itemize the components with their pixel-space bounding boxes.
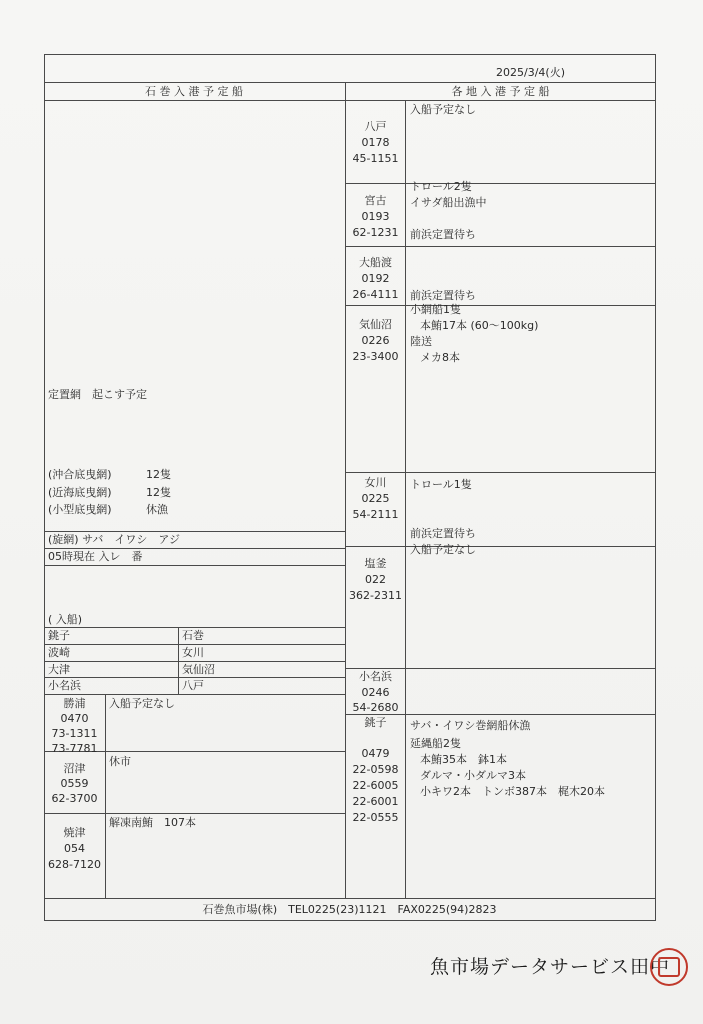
port-note: トロール1隻 [410, 478, 472, 491]
grid-line [44, 548, 345, 549]
port-note: イサダ船出漁中 [410, 196, 487, 209]
grid-line [345, 246, 655, 247]
frame-line [405, 100, 406, 898]
grid-line [345, 714, 655, 715]
trawl-name: (小型底曳網) [48, 503, 112, 516]
trawl-value: 休漁 [146, 503, 168, 516]
port-note: トロール2隻 [410, 180, 472, 193]
frame-line [44, 898, 656, 899]
grid-line [44, 813, 345, 814]
inbound-port: 大津 [48, 663, 70, 676]
grid-line [44, 565, 345, 566]
port-note: 本鮪17本 (60～100kg) [420, 319, 539, 332]
inbound-port: 石巻 [182, 629, 204, 642]
port-tel: 26-4111 [352, 288, 399, 301]
port-tel: 62-1231 [352, 226, 399, 239]
trawl-name: (沖合底曳網) [48, 468, 112, 481]
right-header: 各 地 入 港 予 定 船 [451, 85, 550, 98]
port-tel: 54-2680 [352, 701, 399, 714]
port-name: 八戸 [364, 120, 387, 133]
port-code: 0178 [361, 136, 390, 149]
port-note: ダルマ・小ダルマ3本 [420, 769, 526, 782]
port-tel: 22-6001 [352, 795, 399, 808]
current-status: 05時現在 入レ 番 [48, 550, 143, 563]
port-tel: 22-6005 [352, 779, 399, 792]
port-tel: 362-2311 [349, 589, 402, 602]
port-name: 気仙沼 [359, 318, 392, 331]
port-code: 0470 [60, 712, 89, 725]
inbound-port: 気仙沼 [182, 663, 215, 676]
port-name: 焼津 [63, 826, 86, 839]
port-code: 0479 [361, 747, 390, 760]
port-note: 前浜定置待ち [410, 228, 476, 241]
frame-line [44, 54, 656, 55]
port-name: 沼津 [63, 762, 86, 775]
port-name: 大船渡 [359, 256, 392, 269]
port-tel: 22-0598 [352, 763, 399, 776]
port-tel: 628-7120 [48, 858, 101, 871]
inbound-port: 小名浜 [48, 679, 81, 692]
port-code: 054 [64, 842, 85, 855]
frame-line [44, 920, 656, 921]
grid-line [105, 694, 106, 898]
port-name: 女川 [364, 476, 387, 489]
trawl-name: (近海底曳網) [48, 486, 112, 499]
port-note: 解凍南鮪 107本 [109, 816, 196, 829]
frame-line [44, 54, 45, 920]
inbound-port: 八戸 [182, 679, 204, 692]
port-tel: 23-3400 [352, 350, 399, 363]
port-tel: 45-1151 [352, 152, 399, 165]
port-note: 本鮪35本 鉢1本 [420, 753, 507, 766]
port-tel: 22-0555 [352, 811, 399, 824]
port-code: 0225 [361, 492, 390, 505]
port-note: 延縄船2隻 [410, 737, 461, 750]
port-note: 入船予定なし [410, 543, 476, 556]
grid-line [44, 627, 345, 628]
port-note: 入船予定なし [109, 697, 175, 710]
grid-line [345, 472, 655, 473]
port-code: 0193 [361, 210, 390, 223]
grid-line [44, 531, 345, 532]
port-code: 022 [365, 573, 386, 586]
port-tel: 73-7781 [51, 742, 98, 755]
port-name: 小名浜 [359, 670, 392, 683]
trawl-value: 12隻 [146, 468, 171, 481]
seal-stamp-icon [650, 948, 688, 986]
frame-line [655, 54, 656, 920]
date-text: 2025/3/4(火) [496, 66, 565, 79]
port-code: 0559 [60, 777, 89, 790]
port-tel: 73-1311 [51, 727, 98, 740]
port-name: 銚子 [364, 716, 387, 729]
port-code: 0192 [361, 272, 390, 285]
port-note: 小網船1隻 [410, 303, 461, 316]
teichi-note: 定置網 起こす予定 [48, 388, 147, 401]
port-code: 0226 [361, 334, 390, 347]
port-code: 0246 [361, 686, 390, 699]
grid-line [345, 668, 655, 669]
port-note: 小キワ2本 トンボ387本 梶木20本 [420, 785, 605, 798]
grid-line [44, 677, 345, 678]
inbound-label: ( 入船) [48, 613, 83, 626]
grid-line [44, 694, 345, 695]
grid-line [44, 661, 345, 662]
port-note: サバ・イワシ巻網船休漁 [410, 719, 531, 732]
port-note: 入船予定なし [410, 103, 476, 116]
grid-line [44, 644, 345, 645]
frame-line [44, 100, 656, 101]
port-tel: 62-3700 [51, 792, 98, 805]
inbound-port: 女川 [182, 646, 204, 659]
port-tel: 54-2111 [352, 508, 399, 521]
port-note: 前浜定置待ち [410, 527, 476, 540]
port-name: 勝浦 [63, 697, 86, 710]
trawl-value: 12隻 [146, 486, 171, 499]
inbound-port: 銚子 [48, 629, 70, 642]
port-note: メカ8本 [420, 351, 460, 364]
grid-line [345, 183, 655, 184]
grid-line [345, 305, 655, 306]
frame-line [44, 82, 656, 83]
port-name: 塩釜 [364, 557, 387, 570]
grid-line [178, 627, 179, 694]
signature-text: 魚市場データサービス田中 [430, 956, 671, 978]
port-name: 宮古 [364, 194, 387, 207]
grid-line [345, 546, 655, 547]
port-note: 前浜定置待ち [410, 289, 476, 302]
inbound-port: 波崎 [48, 646, 70, 659]
footer-contact: 石巻魚市場(株) TEL0225(23)1121 FAX0225(94)2823 [202, 903, 497, 916]
port-note: 休市 [109, 755, 131, 768]
makiami-line: (旋網) サバ イワシ アジ [48, 533, 180, 546]
port-note: 陸送 [410, 335, 432, 348]
left-header: 石 巻 入 港 予 定 船 [145, 85, 243, 98]
